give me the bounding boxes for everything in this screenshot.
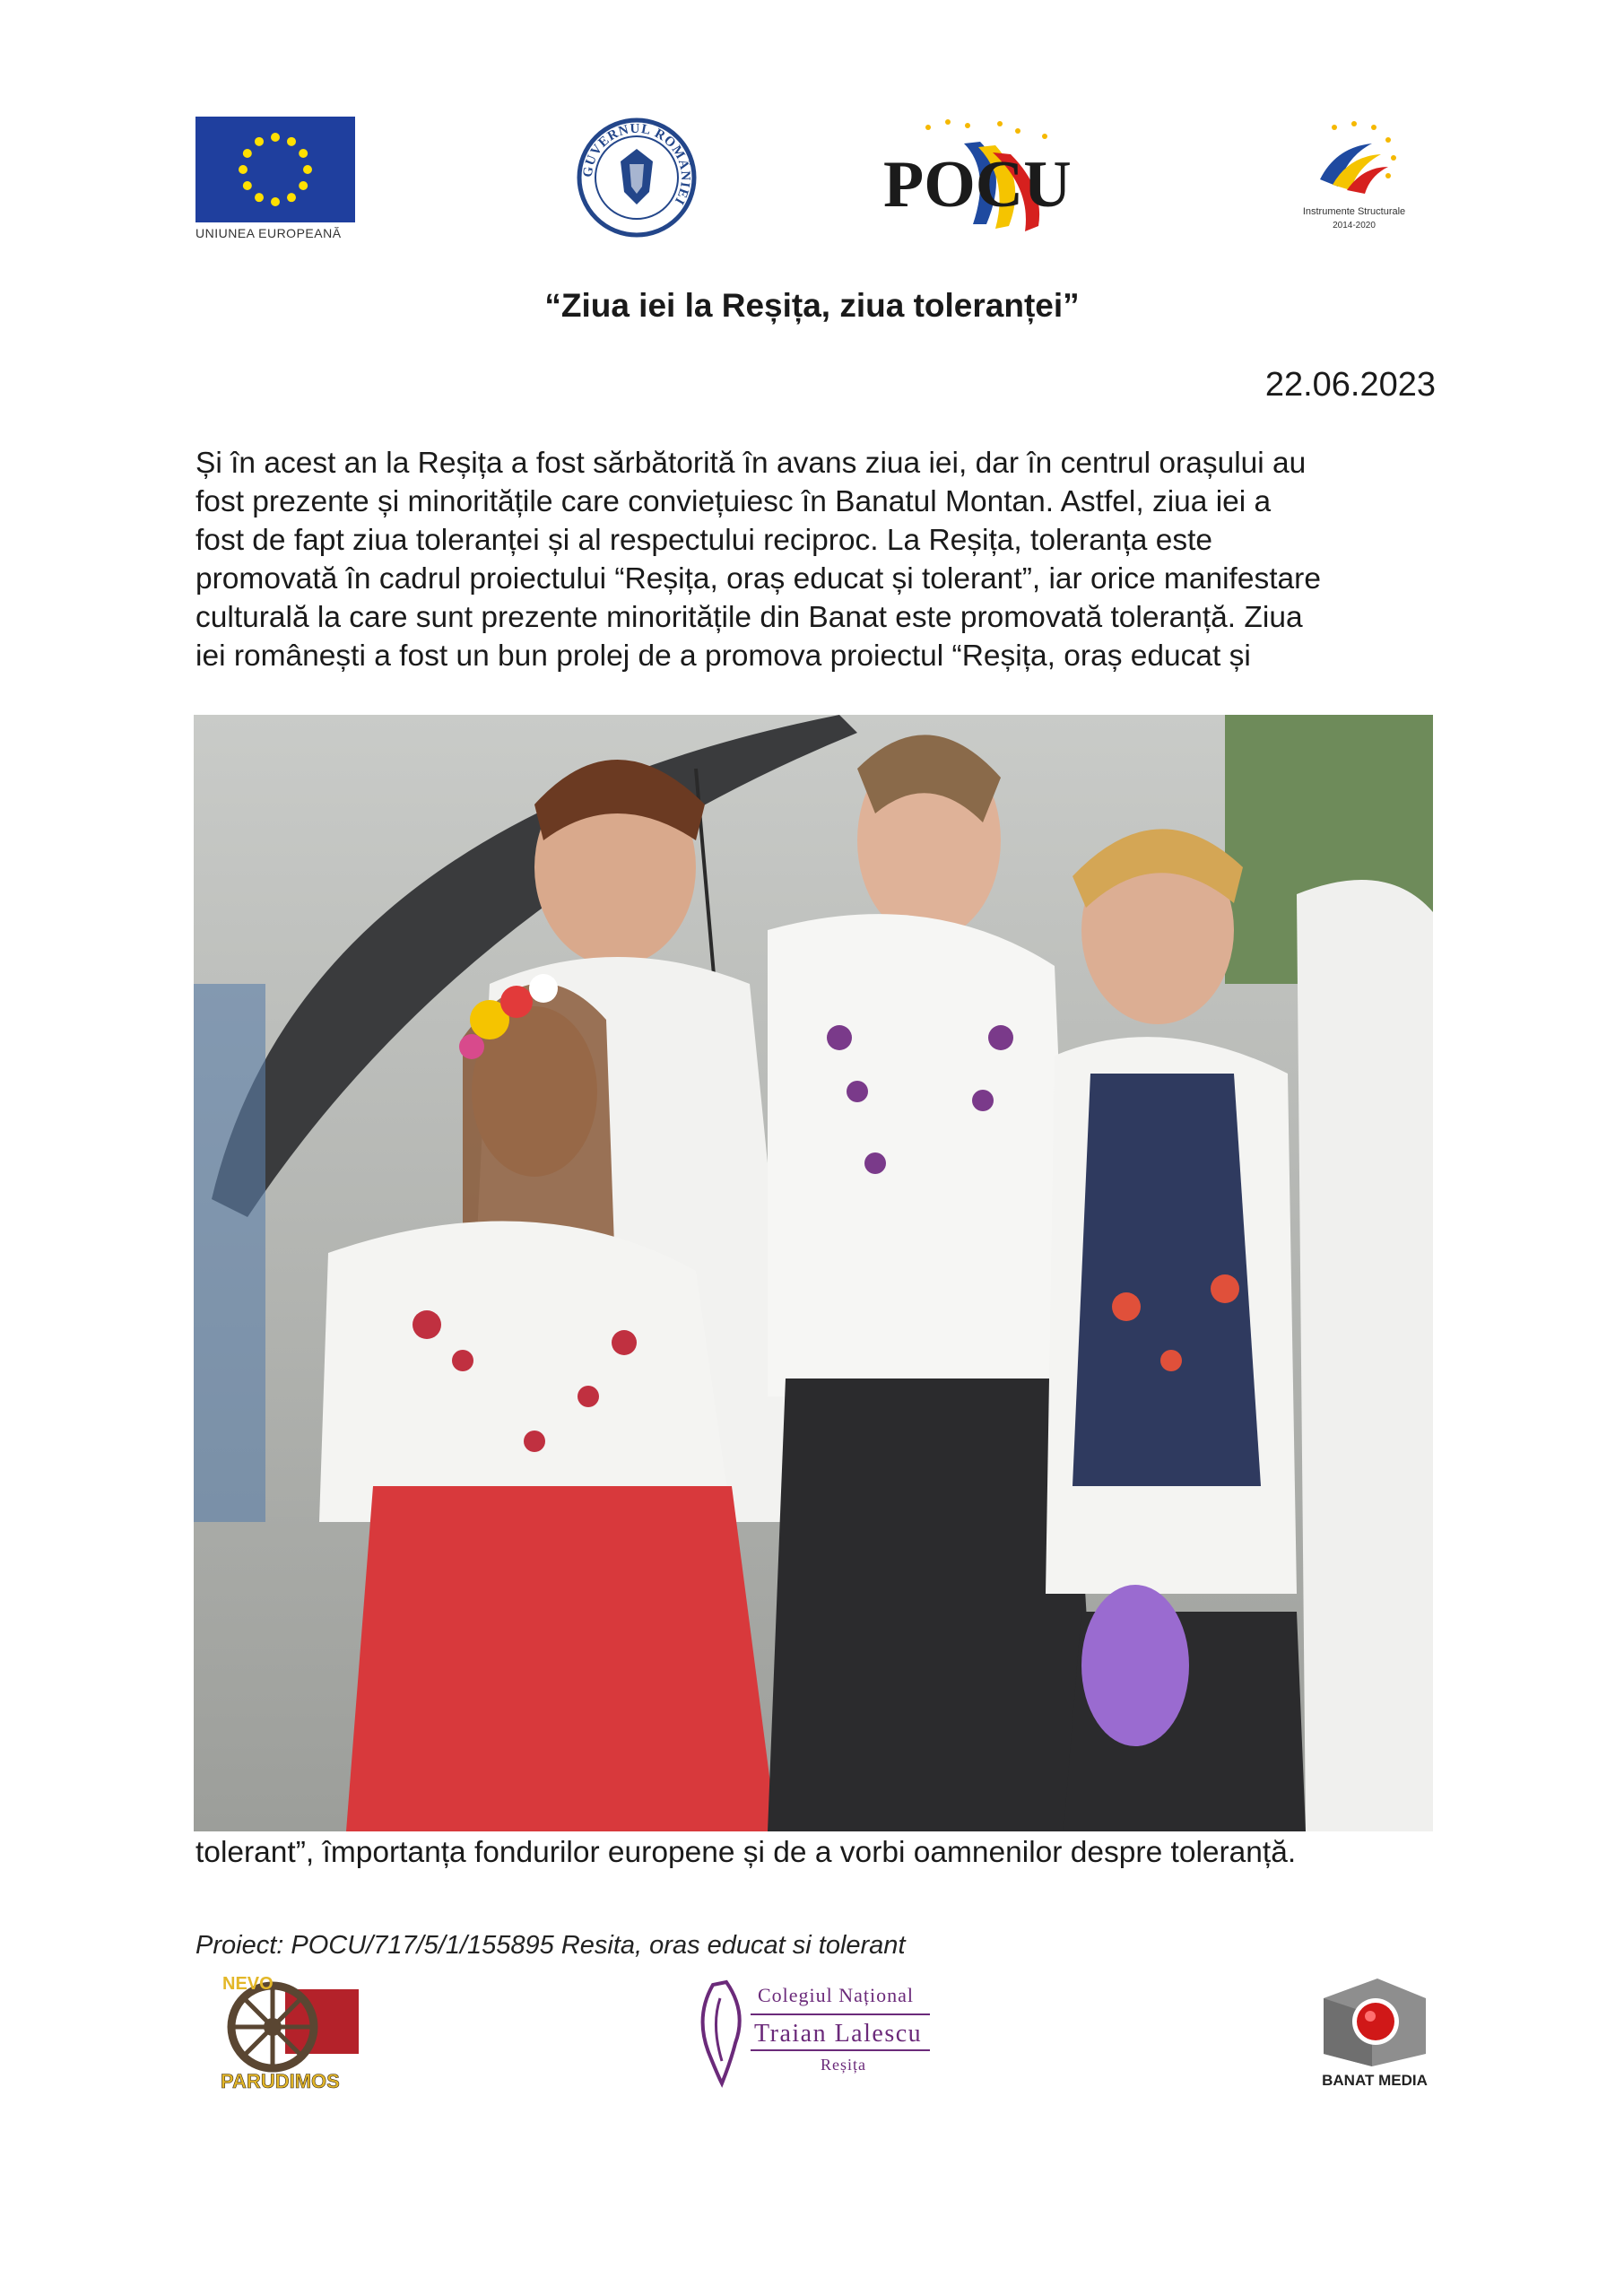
eu-star (243, 181, 252, 190)
nevo-parudimos-logo (195, 1971, 366, 2097)
svg-text:Reșița: Reșița (821, 2056, 866, 2074)
paragraph-line: fost de fapt ziua toleranței și al respectului reciproc. La Reșița, toleranța este (195, 524, 1213, 557)
eu-star (299, 149, 308, 158)
eu-star (255, 193, 264, 202)
structural-instruments-caption: Instrumente Structurale (1302, 206, 1406, 217)
svg-text:Traian Lalescu: Traian Lalescu (754, 2020, 923, 2048)
structural-instruments-logo (1282, 117, 1426, 242)
eu-star (271, 197, 280, 206)
paragraph-continuation: tolerant”, împortanța fondurilor europene și de a vorbi oamnenilor despre toleranță. (195, 1836, 1297, 1869)
paragraph-line: culturală la care sunt prezente minoritățile din Banat este promovată toleranță. Ziua (195, 601, 1303, 634)
svg-text:POCU: POCU (883, 148, 1072, 222)
pocu-logo-icon (874, 117, 1107, 242)
eu-star (287, 193, 296, 202)
structural-instruments-years: 2014-2020 (1333, 221, 1376, 230)
svg-text:PARUDIMOS: PARUDIMOS (221, 2070, 340, 2092)
project-reference: Proiect: POCU/717/5/1/155895 Resita, oras educat si tolerant (195, 1931, 906, 1960)
structural-instruments-logo-icon (1282, 117, 1426, 206)
eu-star (239, 165, 248, 174)
banat-media-logo (1307, 1971, 1442, 2092)
eu-star (287, 137, 296, 146)
eu-star (243, 149, 252, 158)
paragraph-line: iei românești a fost un bun prolej de a promova proiectul “Reșița, oraș educat și (195, 639, 1251, 673)
eu-flag-icon (195, 117, 355, 222)
paragraph-line: Și în acest an la Reșița a fost sărbătorită în avans ziua iei, dar în centrul orașului au (195, 447, 1307, 480)
colegiu-emblem-icon (686, 1971, 937, 2088)
document-date: 22.06.2023 (1264, 366, 1436, 404)
paragraph-line: promovată în cadrul proiectului “Reșița, oraș educat și tolerant”, iar orice manifestare (195, 562, 1321, 596)
government-logo (574, 115, 699, 240)
eu-caption: UNIUNEA EUROPEANĂ (195, 226, 342, 240)
svg-text:GUVERNUL ROMÂNIEI: GUVERNUL ROMÂNIEI (580, 121, 693, 208)
eu-star (271, 133, 280, 142)
pocu-logo (874, 117, 1107, 242)
wagon-wheel-icon (195, 1971, 366, 2097)
svg-text:NEVO: NEVO (222, 1974, 274, 1994)
banat-media-icon (1307, 1971, 1442, 2070)
eu-logo (195, 117, 355, 244)
banat-media-caption: BANAT MEDIA (1322, 2072, 1428, 2089)
romanian-government-seal-icon (574, 115, 699, 240)
event-photo (194, 715, 1433, 1831)
colegiu-logo (686, 1971, 937, 2088)
paragraph-line: fost prezente și minoritățile care conviețuiesc în Banatul Montan. Astfel, ziua iei a (195, 485, 1272, 518)
document-title: “Ziua iei la Reșița, ziua toleranței” (544, 287, 1080, 324)
eu-star (255, 137, 264, 146)
eu-star (299, 181, 308, 190)
svg-text:Colegiul Național: Colegiul Național (758, 1984, 915, 2006)
event-photo-icon (194, 715, 1433, 1831)
eu-star (303, 165, 312, 174)
body-paragraph (195, 444, 1433, 675)
